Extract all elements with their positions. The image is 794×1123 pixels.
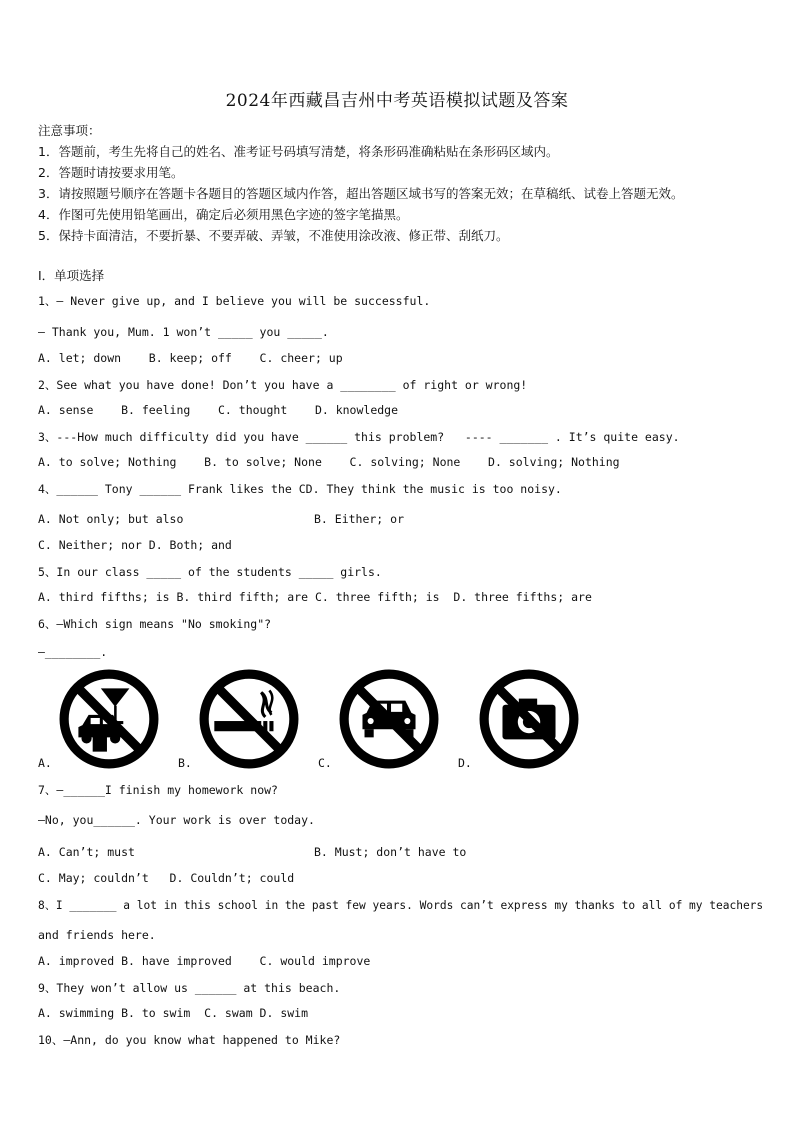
q7-stem: 7、—______I finish my homework now? — [38, 783, 278, 797]
no-smoking-sign-icon — [198, 668, 300, 770]
q6-option-d: D. — [458, 756, 472, 770]
q3-options: A. to solve; Nothing B. to solve; None C. solving; None D. solving; Nothing — [38, 455, 620, 469]
notice-item: 2．答题时请按要求用笔。 — [38, 165, 184, 180]
q9-stem: 9、They won’t allow us ______ at this beach. — [38, 981, 341, 995]
q5-stem: 5、In our class _____ of the students _____ girls. — [38, 565, 382, 579]
q4-options-cd: C. Neither; nor D. Both; and — [38, 538, 232, 552]
q6-option-c: C. — [318, 756, 332, 770]
q6-option-a: A. — [38, 756, 52, 770]
q2-stem: 2、See what you have done! Don’t you have a ________ of right or wrong! — [38, 378, 528, 392]
notice-item: 5．保持卡面清洁，不要折暴、不要弄破、弄皱，不准使用涂改液、修正带、刮纸刀。 — [38, 228, 509, 243]
q4-option-a: A. Not only; but also — [38, 512, 184, 526]
q9-options: A. swimming B. to swim C. swam D. swim — [38, 1006, 309, 1020]
q3-stem: 3、---How much difficulty did you have ______ this problem? ---- _______ . It’s quite easy. — [38, 430, 680, 444]
q6-stem: 6、—Which sign means "No smoking"? — [38, 617, 272, 631]
q8-stem: 8、I _______ a lot in this school in the past few years. Words can’t express my thanks to all of my teachers — [38, 899, 764, 912]
notice-item: 3．请按照题号顺序在答题卡各题目的答题区域内作答，超出答题区域书写的答案无效；在草稿纸、试卷上答题无效。 — [38, 186, 684, 201]
q1-stem: 1、— Never give up, and I believe you will be successful. — [38, 294, 431, 308]
notice-item: 4．作图可先使用铅笔画出，确定后必须用黑色字迹的签字笔描黑。 — [38, 207, 409, 222]
no-drink-driving-sign-icon — [58, 668, 160, 770]
q8-options: A. improved B. have improved C. would improve — [38, 954, 371, 968]
q7-options-cd: C. May; couldn’t D. Couldn’t; could — [38, 871, 295, 885]
q8-stem-continued: and friends here. — [38, 928, 156, 942]
q7-option-b: B. Must; don’t have to — [314, 845, 467, 859]
q6-option-b: B. — [178, 756, 192, 770]
exam-title: 2024年西藏昌吉州中考英语模拟试题及答案 — [225, 91, 569, 111]
no-photography-sign-icon — [478, 668, 580, 770]
section-heading: Ⅰ．单项选择 — [38, 268, 105, 283]
q5-options: A. third fifths; is B. third fifth; are C. three fifth; is D. three fifths; are — [38, 590, 592, 604]
q6-reply: —________. — [38, 645, 108, 659]
notice-heading: 注意事项： — [38, 123, 101, 138]
q7-reply: —No, you______. Your work is over today. — [38, 813, 315, 827]
q2-options: A. sense B. feeling C. thought D. knowledge — [38, 403, 399, 417]
q4-stem: 4、______ Tony ______ Frank likes the CD. They think the music is too noisy. — [38, 482, 562, 496]
q4-option-b: B. Either; or — [314, 512, 405, 526]
q10-stem: 10、—Ann, do you know what happened to Mike? — [38, 1033, 341, 1047]
q7-option-a: A. Can’t; must — [38, 845, 135, 859]
q1-reply: — Thank you, Mum. 1 won’t _____ you _____. — [38, 325, 329, 339]
notice-item: 1．答题前，考生先将自己的姓名、准考证号码填写清楚，将条形码准确粘贴在条形码区域内。 — [38, 144, 559, 159]
q1-options: A. let; down B. keep; off C. cheer; up — [38, 351, 343, 365]
no-cars-sign-icon — [338, 668, 440, 770]
